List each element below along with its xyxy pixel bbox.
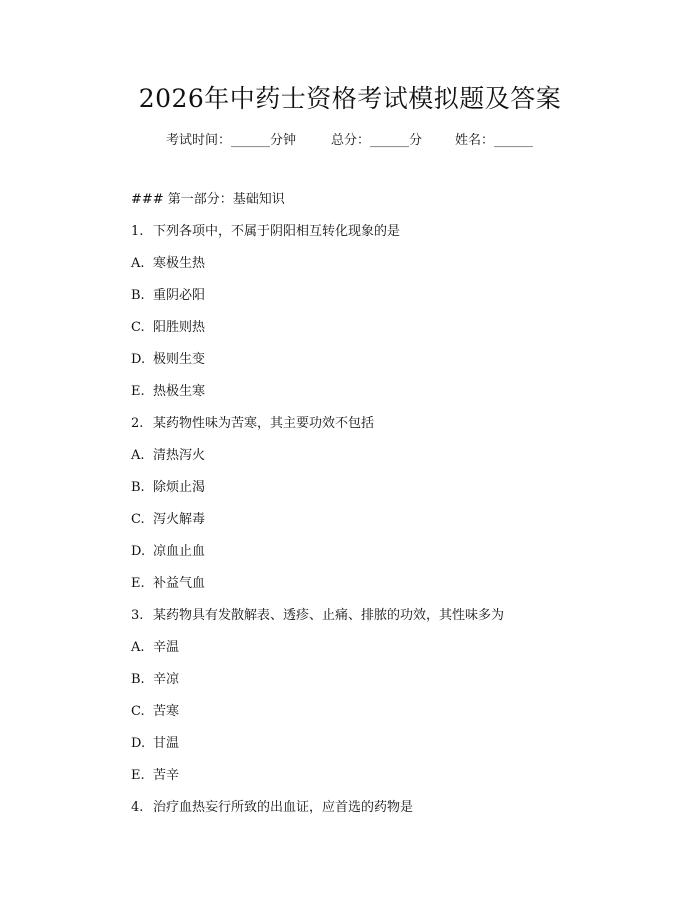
option-text: 重阴必阳	[153, 288, 206, 303]
option-text: 热极生寒	[153, 384, 206, 399]
option-2e	[131, 574, 205, 594]
option-2a	[131, 446, 205, 466]
option-2c	[131, 510, 205, 530]
option-3d	[131, 734, 179, 754]
option-letter: B.	[131, 288, 145, 303]
question-number: 3.	[131, 608, 144, 623]
option-text: 阳胜则热	[153, 320, 206, 335]
option-text: 凉血止血	[153, 544, 206, 559]
exam-time-label: 考试时间：______分钟	[166, 133, 297, 148]
option-letter: C.	[131, 320, 145, 335]
question-number: 1.	[131, 224, 144, 239]
option-3c	[131, 702, 179, 722]
option-letter: A.	[131, 448, 145, 463]
option-text: 极则生变	[153, 352, 206, 367]
question-number: 2.	[131, 416, 144, 431]
option-text: 甘温	[153, 736, 180, 751]
option-1e	[131, 382, 205, 402]
name-label: 姓名：______	[455, 133, 534, 148]
page-title: 2026年中药士资格考试模拟题及答案	[138, 84, 562, 113]
option-letter: A.	[131, 640, 145, 655]
option-1d	[131, 350, 205, 370]
option-text: 寒极生热	[153, 256, 206, 271]
option-1a	[131, 254, 205, 274]
option-letter: E.	[131, 384, 145, 399]
question-2	[131, 414, 374, 434]
question-text: 某药物性味为苦寒，其主要功效不包括	[153, 416, 375, 431]
option-2b	[131, 478, 205, 498]
question-text: 治疗血热妄行所致的出血证，应首选的药物是	[153, 800, 414, 815]
option-text: 苦寒	[153, 704, 180, 719]
option-1c	[131, 318, 205, 338]
option-text: 除烦止渴	[153, 480, 206, 495]
option-text: 辛温	[153, 640, 180, 655]
option-letter: D.	[131, 352, 146, 367]
option-letter: E.	[131, 768, 145, 783]
question-text: 某药物具有发散解表、透疹、止痛、排脓的功效，其性味多为	[153, 608, 505, 623]
option-text: 苦辛	[153, 768, 180, 783]
section-heading: ### 第一部分：基础知识	[131, 192, 285, 207]
question-1	[131, 222, 400, 242]
option-2d	[131, 542, 205, 562]
option-letter: B.	[131, 480, 145, 495]
option-3e	[131, 766, 179, 786]
option-letter: C.	[131, 512, 145, 527]
total-score-label: 总分：______分	[331, 133, 423, 148]
question-number: 4.	[131, 800, 144, 815]
option-letter: E.	[131, 576, 145, 591]
option-text: 清热泻火	[153, 448, 206, 463]
question-3	[131, 606, 504, 626]
option-3b	[131, 670, 179, 690]
option-1b	[131, 286, 205, 306]
option-letter: B.	[131, 672, 145, 687]
question-4	[131, 798, 413, 818]
option-letter: C.	[131, 704, 145, 719]
option-text: 辛凉	[153, 672, 180, 687]
option-letter: A.	[131, 256, 145, 271]
option-text: 补益气血	[153, 576, 206, 591]
option-text: 泻火解毒	[153, 512, 206, 527]
option-letter: D.	[131, 544, 146, 559]
option-3a	[131, 638, 179, 658]
option-letter: D.	[131, 736, 146, 751]
question-text: 下列各项中，不属于阴阳相互转化现象的是	[153, 224, 401, 239]
